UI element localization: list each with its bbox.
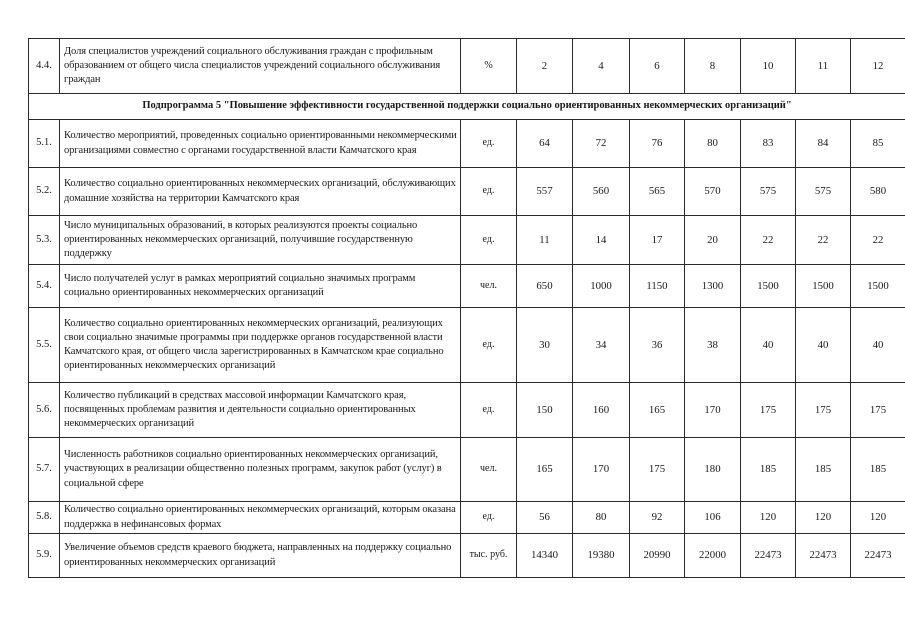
- indicator-name: Количество социально ориентированных некоммерческих организаций, обслуживающих домашние хозяйства на территории Камчатского края: [60, 168, 461, 216]
- row-number: 5.2.: [29, 168, 60, 216]
- table-row: [29, 265, 905, 308]
- value-cell: 14: [573, 216, 630, 265]
- value-cell: 180: [685, 438, 741, 502]
- indicators-table: [28, 38, 905, 578]
- table-row: [29, 39, 905, 94]
- value-cell: 1150: [630, 265, 685, 308]
- unit-cell: ед.: [461, 308, 517, 383]
- value-cell: 185: [741, 438, 796, 502]
- value-cell: 185: [851, 438, 905, 502]
- unit-cell: чел.: [461, 265, 517, 308]
- table-row: [29, 168, 905, 216]
- value-cell: 8: [685, 39, 741, 94]
- value-cell: 1000: [573, 265, 630, 308]
- value-cell: 170: [685, 383, 741, 438]
- value-cell: 11: [796, 39, 851, 94]
- value-cell: 92: [630, 502, 685, 534]
- unit-cell: тыс. руб.: [461, 534, 517, 578]
- value-cell: 22473: [796, 534, 851, 578]
- value-cell: 40: [796, 308, 851, 383]
- value-cell: 106: [685, 502, 741, 534]
- value-cell: 165: [517, 438, 573, 502]
- value-cell: 165: [630, 383, 685, 438]
- value-cell: 185: [796, 438, 851, 502]
- table-row: [29, 438, 905, 502]
- value-cell: 650: [517, 265, 573, 308]
- value-cell: 20990: [630, 534, 685, 578]
- indicator-name: Количество мероприятий, проведенных социально ориентированными некоммерческими организациями совместно с органами государственной власти Камчатского края: [60, 120, 461, 168]
- value-cell: 575: [741, 168, 796, 216]
- row-number: 5.8.: [29, 502, 60, 534]
- unit-cell: %: [461, 39, 517, 94]
- value-cell: 22000: [685, 534, 741, 578]
- value-cell: 120: [741, 502, 796, 534]
- unit-cell: ед.: [461, 216, 517, 265]
- value-cell: 11: [517, 216, 573, 265]
- value-cell: 12: [851, 39, 905, 94]
- value-cell: 14340: [517, 534, 573, 578]
- value-cell: 40: [741, 308, 796, 383]
- value-cell: 1500: [741, 265, 796, 308]
- value-cell: 56: [517, 502, 573, 534]
- table-body: [29, 39, 905, 578]
- value-cell: 80: [685, 120, 741, 168]
- value-cell: 38: [685, 308, 741, 383]
- indicator-name: Число муниципальных образований, в которых реализуются проекты социально ориентированных некоммерческих организаций, получившие государственную поддержку: [60, 216, 461, 265]
- value-cell: 22: [796, 216, 851, 265]
- value-cell: 580: [851, 168, 905, 216]
- document-page: [28, 38, 905, 578]
- value-cell: 80: [573, 502, 630, 534]
- unit-cell: ед.: [461, 502, 517, 534]
- table-row: [29, 216, 905, 265]
- indicator-name: Количество публикаций в средствах массовой информации Камчатского края, посвященных проблемам развития и деятельности социально ориентированных некоммерческих организаций: [60, 383, 461, 438]
- subprogram-header-row: [29, 94, 905, 120]
- value-cell: 1500: [851, 265, 905, 308]
- row-number: 5.7.: [29, 438, 60, 502]
- indicator-name: Количество социально ориентированных некоммерческих организаций, которым оказана поддержка в нефинансовых формах: [60, 502, 461, 534]
- value-cell: 1500: [796, 265, 851, 308]
- value-cell: 83: [741, 120, 796, 168]
- row-number: 5.5.: [29, 308, 60, 383]
- value-cell: 22: [741, 216, 796, 265]
- value-cell: 565: [630, 168, 685, 216]
- value-cell: 175: [741, 383, 796, 438]
- unit-cell: чел.: [461, 438, 517, 502]
- value-cell: 17: [630, 216, 685, 265]
- value-cell: 170: [573, 438, 630, 502]
- unit-cell: ед.: [461, 383, 517, 438]
- value-cell: 557: [517, 168, 573, 216]
- value-cell: 22473: [851, 534, 905, 578]
- value-cell: 30: [517, 308, 573, 383]
- unit-cell: ед.: [461, 120, 517, 168]
- unit-cell: ед.: [461, 168, 517, 216]
- table-row: [29, 308, 905, 383]
- row-number: 5.6.: [29, 383, 60, 438]
- value-cell: 175: [796, 383, 851, 438]
- value-cell: 6: [630, 39, 685, 94]
- row-number: 5.1.: [29, 120, 60, 168]
- subprogram-title: Подпрограмма 5 "Повышение эффективности государственной поддержки социально ориентированных некоммерческих организаций": [29, 94, 905, 120]
- value-cell: 34: [573, 308, 630, 383]
- row-number: 4.4.: [29, 39, 60, 94]
- table-row: [29, 534, 905, 578]
- row-number: 5.9.: [29, 534, 60, 578]
- value-cell: 1300: [685, 265, 741, 308]
- value-cell: 575: [796, 168, 851, 216]
- value-cell: 175: [630, 438, 685, 502]
- value-cell: 150: [517, 383, 573, 438]
- row-number: 5.4.: [29, 265, 60, 308]
- indicator-name: Увеличение объемов средств краевого бюджета, направленных на поддержку социально ориентированных некоммерческих организаций: [60, 534, 461, 578]
- table-row: [29, 383, 905, 438]
- value-cell: 160: [573, 383, 630, 438]
- value-cell: 120: [796, 502, 851, 534]
- value-cell: 40: [851, 308, 905, 383]
- value-cell: 19380: [573, 534, 630, 578]
- value-cell: 85: [851, 120, 905, 168]
- value-cell: 2: [517, 39, 573, 94]
- value-cell: 36: [630, 308, 685, 383]
- row-number: 5.3.: [29, 216, 60, 265]
- table-row: [29, 502, 905, 534]
- value-cell: 570: [685, 168, 741, 216]
- value-cell: 560: [573, 168, 630, 216]
- value-cell: 64: [517, 120, 573, 168]
- value-cell: 10: [741, 39, 796, 94]
- value-cell: 22: [851, 216, 905, 265]
- value-cell: 120: [851, 502, 905, 534]
- value-cell: 4: [573, 39, 630, 94]
- indicator-name: Количество социально ориентированных некоммерческих организаций, реализующих свои социально значимые программы при поддержке органов государственной власти Камчатского края, от общего числа зарегистрированных в Камчатском крае социально ориентированных некоммерческих организаций: [60, 308, 461, 383]
- indicator-name: Число получателей услуг в рамках мероприятий социально значимых программ социально ориентированных некоммерческих организаций: [60, 265, 461, 308]
- value-cell: 22473: [741, 534, 796, 578]
- value-cell: 76: [630, 120, 685, 168]
- indicator-name: Численность работников социально ориентированных некоммерческих организаций, участвующих в реализации общественно полезных программ, закупок работ (услуг) в социальной сфере: [60, 438, 461, 502]
- indicator-name: Доля специалистов учреждений социального обслуживания граждан с профильным образованием от общего числа специалистов учреждений социального обслуживания граждан: [60, 39, 461, 94]
- table-row: [29, 120, 905, 168]
- value-cell: 72: [573, 120, 630, 168]
- value-cell: 84: [796, 120, 851, 168]
- value-cell: 20: [685, 216, 741, 265]
- value-cell: 175: [851, 383, 905, 438]
